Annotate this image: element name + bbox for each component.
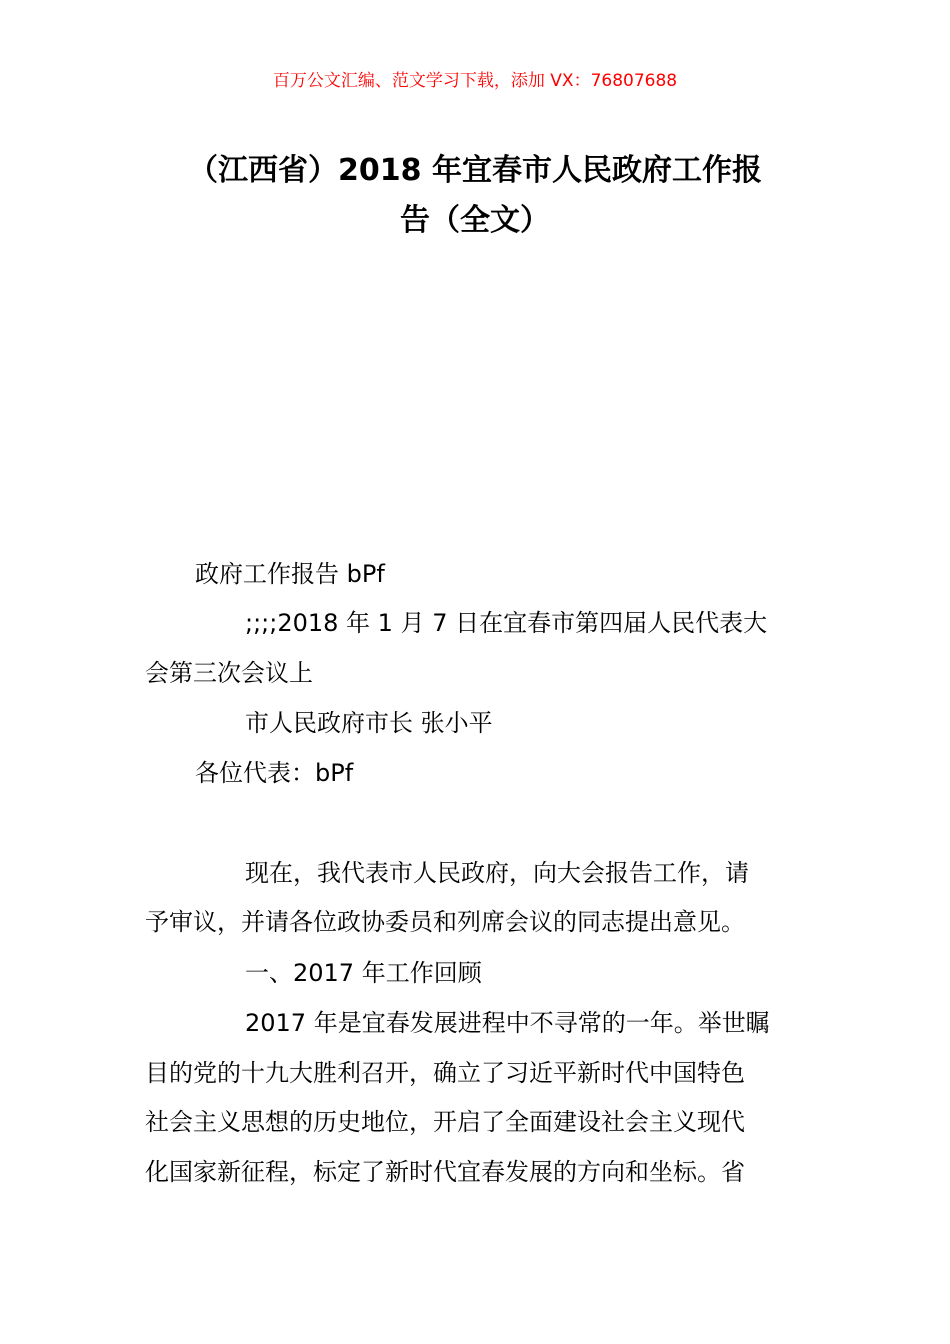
section-heading: 一、2017 年工作回顾 bbox=[245, 959, 482, 987]
paragraph-line: 予审议，并请各位政协委员和列席会议的同志提出意见。 bbox=[145, 908, 745, 936]
document-title bbox=[140, 146, 810, 246]
title-line-2: 告（全文） bbox=[400, 203, 550, 238]
meeting-info-line-1: ;;;;2018 年 1 月 7 日在宜春市第四届人民代表大 bbox=[245, 609, 768, 637]
salutation: 各位代表：bPf bbox=[195, 759, 354, 787]
paragraph-line: 2017 年是宜春发展进程中不寻常的一年。举世瞩 bbox=[245, 1009, 770, 1037]
report-subtitle: 政府工作报告 bPf bbox=[195, 560, 385, 588]
paragraph-line: 化国家新征程，标定了新时代宜春发展的方向和坐标。省 bbox=[145, 1158, 745, 1186]
meeting-info-line-2: 会第三次会议上 bbox=[145, 659, 313, 687]
header-banner: 百万公文汇编、范文学习下载，添加 VX：76807688 bbox=[272, 71, 678, 91]
speaker-line: 市人民政府市长 张小平 bbox=[245, 709, 493, 737]
title-line-1: （江西省）2018 年宜春市人民政府工作报 bbox=[188, 153, 762, 188]
paragraph-line: 现在，我代表市人民政府，向大会报告工作，请 bbox=[245, 859, 749, 887]
paragraph-line: 社会主义思想的历史地位，开启了全面建设社会主义现代 bbox=[145, 1108, 745, 1136]
paragraph-line: 目的党的十九大胜利召开，确立了习近平新时代中国特色 bbox=[145, 1059, 745, 1087]
